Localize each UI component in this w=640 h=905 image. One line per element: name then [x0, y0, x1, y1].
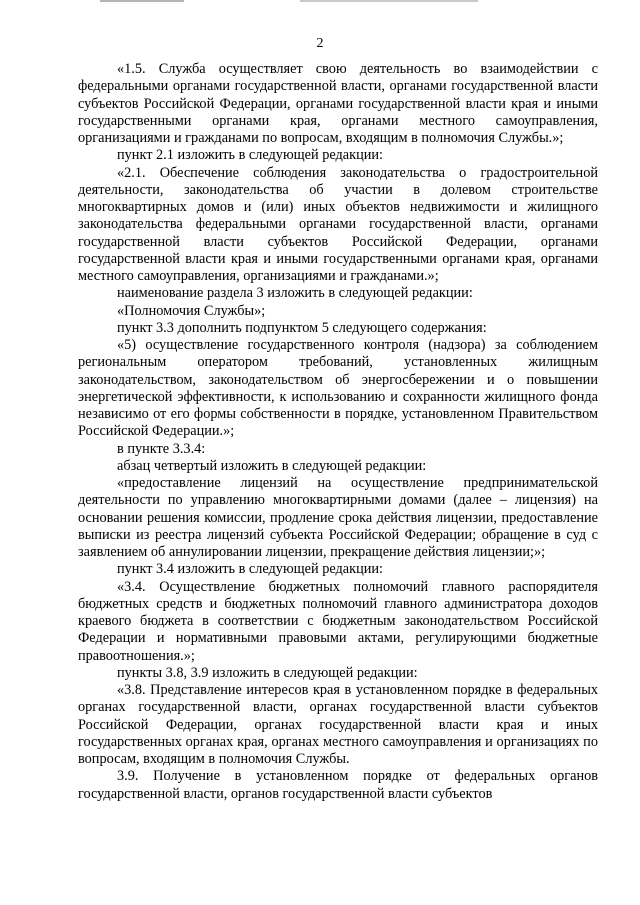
paragraph: «5) осуществление государственного контроля (надзора) за соблюдением региональным оператором требований, установленных жилищным законодательством, законодательством об энергосбережении и о повышении энергетической эффективности, к использованию и сохранности жилищного фонда независимо от его формы собственности в порядке, установленном Правительством Российской Федерации.»;: [78, 337, 598, 440]
paragraph: «3.8. Представление интересов края в установленном порядке в федеральных органах государственной власти, органах государственной власти субъектов Российской Федерации, органах государственной власти края и иных государственных органах края, органах местного самоуправления и организациях по вопросам, входящим в полномочия Службы.: [78, 682, 598, 767]
paragraph: 3.9. Получение в установленном порядке от федеральных органов государственной власти, органов государственной власти субъектов: [78, 768, 598, 802]
paragraph: «предоставление лицензий на осуществление предпринимательской деятельности по управлению многоквартирными домами (далее – лицензия) на основании решения комиссии, продление срока действия лицензии, предоставление выписки из реестра лицензий субъекта Российской Федерации; обращение в суд с заявлением об аннулировании лицензии, прекращение действия лицензии;»;: [78, 475, 598, 560]
paragraph: в пункте 3.3.4:: [117, 440, 206, 457]
page-number: 2: [316, 36, 324, 51]
paragraph: «2.1. Обеспечение соблюдения законодательства о градостроительной деятельности, законодательства об участии в долевом строительстве многоквартирных домов и (или) иных объектов недвижимости и жилищного законодательства федеральными органами государственной власти, органами государственной власти субъектов Российской Федерации, органами государственной власти края и иными государственными органами края, органами местного самоуправления, организациями и гражданами.»;: [78, 164, 598, 284]
paragraph: «3.4. Осуществление бюджетных полномочий главного распорядителя бюджетных средств и бюджетных полномочий главного администратора доходов краевого бюджета в соответствии с бюджетным законодательством Российской Федерации и нормативными правовыми актами, регулирующими бюджетные правоотношения.»;: [78, 578, 598, 664]
paragraph: абзац четвертый изложить в следующей редакции:: [117, 457, 427, 474]
paragraph: «1.5. Служба осуществляет свою деятельность во взаимодействии с федеральными органами государственной власти, органами государственной власти субъектов Российской Федерации, органами государственной власти края и иными государственными органами края, органами местного самоуправления, организациями и гражданами по вопросам, входящим в полномочия Службы.»;: [78, 61, 598, 146]
paragraph: пункты 3.8, 3.9 изложить в следующей редакции:: [117, 664, 418, 681]
paragraph: пункт 3.3 дополнить подпунктом 5 следующего содержания:: [117, 319, 487, 336]
paragraph: наименование раздела 3 изложить в следующей редакции:: [117, 285, 473, 302]
scan-edge-mark: [100, 0, 184, 2]
paragraph: «Полномочия Службы»;: [117, 302, 266, 319]
scan-edge-mark: [300, 0, 478, 2]
paragraph: пункт 3.4 изложить в следующей редакции:: [117, 561, 384, 578]
paragraph: пункт 2.1 изложить в следующей редакции:: [117, 147, 384, 164]
document-body: [78, 61, 598, 803]
